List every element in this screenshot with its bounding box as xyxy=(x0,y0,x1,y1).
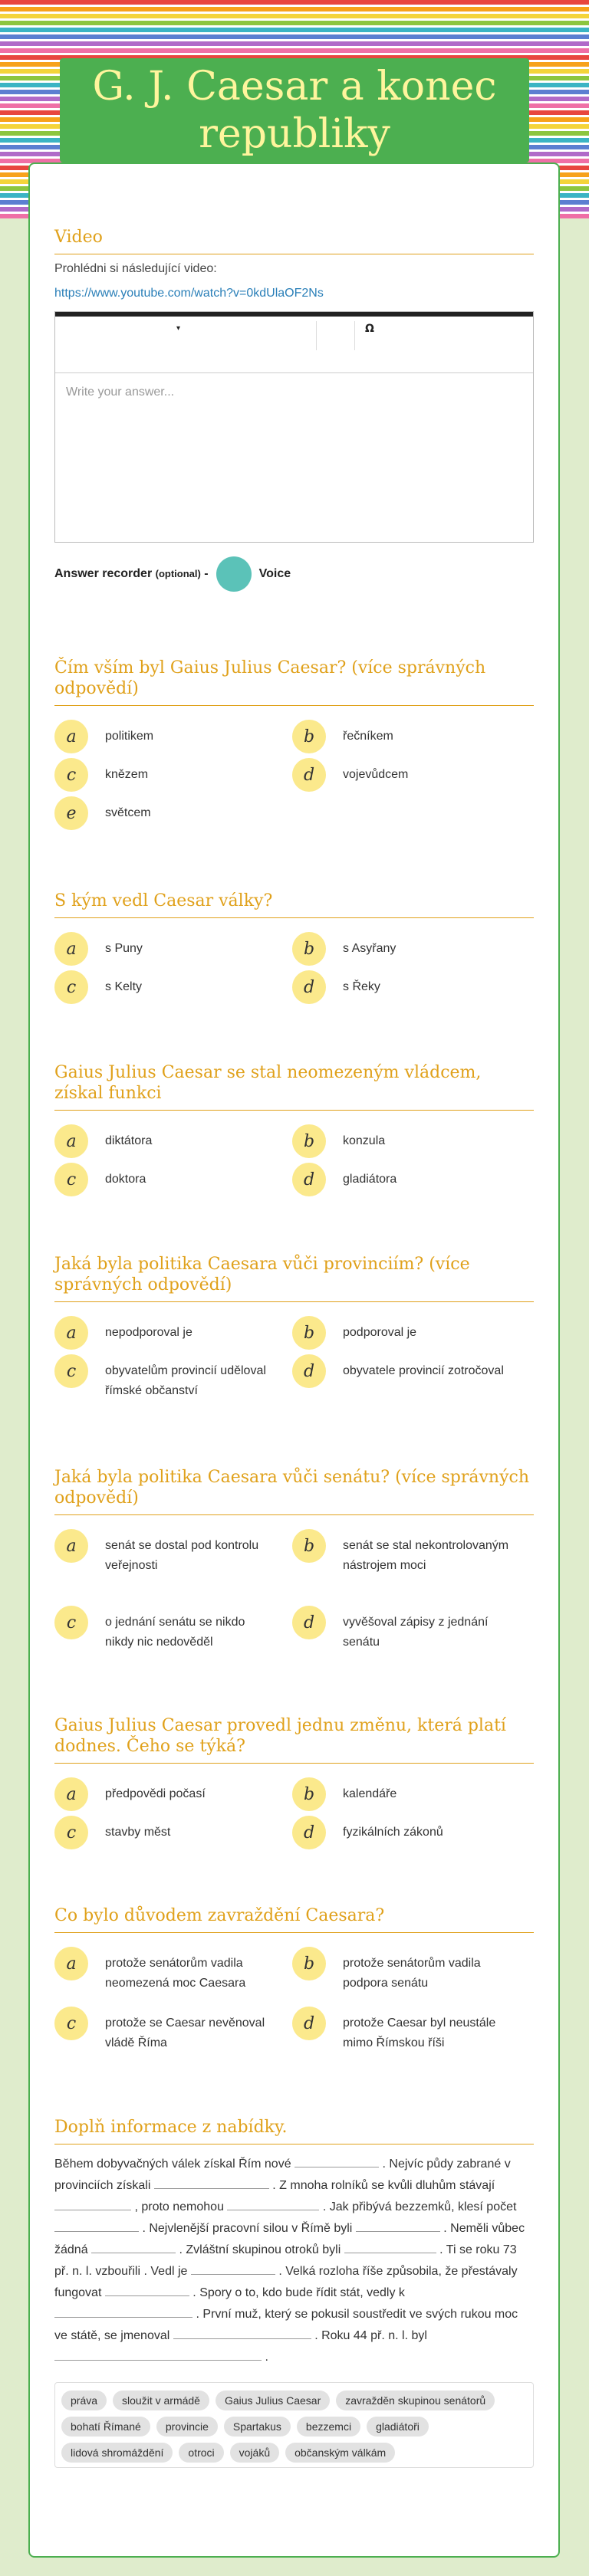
word-chip[interactable]: gladiátoři xyxy=(367,2417,429,2437)
word-chip[interactable]: bezzemci xyxy=(297,2417,360,2437)
question-2 xyxy=(54,891,534,1016)
fill-in-title: Doplň informace z nabídky. xyxy=(54,2117,534,2144)
option-letter: b xyxy=(292,1777,326,1811)
option-letter: c xyxy=(54,1816,88,1849)
option-letter: d xyxy=(292,970,326,1004)
video-heading: Video xyxy=(54,227,534,254)
word-chip[interactable]: Gaius Julius Caesar xyxy=(216,2391,330,2410)
option-b[interactable] xyxy=(292,1947,515,1994)
question-title: Co bylo důvodem zavraždění Caesara? xyxy=(54,1905,534,1933)
option-text: gladiátora xyxy=(343,1173,397,1186)
option-d[interactable] xyxy=(292,1163,515,1196)
option-text: obyvatelům provincií uděloval římské občanství xyxy=(105,1364,266,1397)
option-text: kalendáře xyxy=(343,1787,397,1800)
fill-in-section xyxy=(54,2117,534,2468)
blank-12[interactable] xyxy=(173,2325,311,2339)
option-c[interactable] xyxy=(54,1606,277,1652)
options xyxy=(54,1777,534,1862)
option-letter: a xyxy=(54,932,88,966)
option-letter: b xyxy=(292,1124,326,1158)
option-b[interactable] xyxy=(292,1124,515,1158)
word-chip[interactable]: lidová shromáždění xyxy=(61,2443,173,2463)
option-b[interactable] xyxy=(292,720,515,753)
blank-6[interactable] xyxy=(356,2218,440,2232)
blank-11[interactable] xyxy=(54,2304,192,2318)
option-text: s Kelty xyxy=(105,980,143,993)
option-b[interactable] xyxy=(292,1316,515,1350)
option-letter: e xyxy=(54,796,88,830)
blank-9[interactable] xyxy=(191,2261,275,2275)
option-letter: d xyxy=(292,2007,326,2040)
option-text: světcem xyxy=(105,806,151,819)
option-letter: d xyxy=(292,1163,326,1196)
option-d[interactable] xyxy=(292,758,515,792)
option-a[interactable] xyxy=(54,720,277,753)
question-title: Gaius Julius Caesar se stal neomezeným vládcem, získal funkci xyxy=(54,1062,534,1111)
option-text: politikem xyxy=(105,730,154,743)
question-1 xyxy=(54,658,534,842)
blank-1[interactable] xyxy=(294,2154,379,2167)
options xyxy=(54,1947,534,2077)
option-text: vojevůdcem xyxy=(343,768,409,781)
option-text: stavby měst xyxy=(105,1826,171,1839)
question-6 xyxy=(54,1715,534,1862)
question-title: Jaká byla politika Caesara vůči senátu? (více správných odpovědí) xyxy=(54,1467,534,1515)
options xyxy=(54,1316,534,1408)
blank-3[interactable] xyxy=(54,2197,131,2210)
option-d[interactable] xyxy=(292,1606,515,1652)
blank-2[interactable] xyxy=(154,2175,269,2189)
option-a[interactable] xyxy=(54,1777,277,1811)
option-c[interactable] xyxy=(54,2007,277,2053)
option-c[interactable] xyxy=(54,1354,277,1401)
option-text: protože se Caesar nevěnoval vládě Říma xyxy=(105,2016,265,2049)
options xyxy=(54,1124,534,1209)
option-text: doktora xyxy=(105,1173,146,1186)
recorder-label: Answer recorder (optional) - xyxy=(54,567,209,580)
option-letter: a xyxy=(54,1316,88,1350)
video-section xyxy=(54,227,534,592)
option-a[interactable] xyxy=(54,1316,277,1350)
options xyxy=(54,720,534,842)
option-text: s Asyřany xyxy=(343,942,397,955)
option-text: podporoval je xyxy=(343,1326,417,1339)
option-letter: c xyxy=(54,2007,88,2040)
blank-7[interactable] xyxy=(91,2240,176,2253)
record-button[interactable] xyxy=(216,556,252,592)
title-banner xyxy=(60,58,529,162)
blank-4[interactable] xyxy=(227,2197,319,2210)
option-text: protože senátorům vadila podpora senátu xyxy=(343,1957,481,1990)
option-letter: b xyxy=(292,1529,326,1563)
option-text: nepodporoval je xyxy=(105,1326,192,1339)
option-letter: c xyxy=(54,1163,88,1196)
blank-10[interactable] xyxy=(105,2282,189,2296)
option-text: diktátora xyxy=(105,1134,153,1147)
toolbar-divider xyxy=(316,321,317,350)
word-chip[interactable]: zavražděn skupinou senátorů xyxy=(336,2391,495,2410)
word-chip[interactable]: sloužit v armádě xyxy=(113,2391,209,2410)
question-7 xyxy=(54,1905,534,2077)
options xyxy=(54,932,534,1016)
blank-8[interactable] xyxy=(344,2240,436,2253)
voice-label: Voice xyxy=(258,567,291,580)
option-e[interactable] xyxy=(54,796,277,830)
question-title: Gaius Julius Caesar provedl jednu změnu, která platí dodnes. Čeho se týká? xyxy=(54,1715,534,1764)
option-text: protože Caesar byl neustále mimo Římskou říši xyxy=(343,2016,496,2049)
word-chip[interactable]: bohatí Římané xyxy=(61,2417,150,2437)
option-letter: a xyxy=(54,1124,88,1158)
option-c[interactable] xyxy=(54,1816,277,1849)
option-b[interactable] xyxy=(292,1777,515,1811)
option-letter: d xyxy=(292,1816,326,1849)
word-chip[interactable]: otroci xyxy=(179,2443,223,2463)
option-letter: c xyxy=(54,1354,88,1388)
option-letter: a xyxy=(54,1777,88,1811)
question-4 xyxy=(54,1254,534,1408)
option-d[interactable] xyxy=(292,1816,515,1849)
option-text: protože senátorům vadila neomezená moc Caesara xyxy=(105,1957,246,1990)
option-text: senát se dostal pod kontrolu veřejnosti xyxy=(105,1539,259,1572)
option-letter: c xyxy=(54,1606,88,1639)
option-letter: b xyxy=(292,932,326,966)
toolbar-divider xyxy=(354,321,355,350)
blank-13[interactable] xyxy=(54,2347,262,2361)
option-letter: a xyxy=(54,1529,88,1563)
word-chip[interactable]: vojáků xyxy=(230,2443,279,2463)
options xyxy=(54,1529,534,1667)
option-text: knězem xyxy=(105,768,149,781)
option-text: obyvatele provincií zotročoval xyxy=(343,1364,504,1377)
worksheet-card xyxy=(28,162,560,2558)
option-letter: d xyxy=(292,1606,326,1639)
option-text: fyzikálních zákonů xyxy=(343,1826,443,1839)
word-chip[interactable]: občanským válkám xyxy=(285,2443,395,2463)
option-letter: c xyxy=(54,758,88,792)
question-title: Čím vším byl Gaius Julius Caesar? (více správných odpovědí) xyxy=(54,658,534,706)
option-text: o jednání senátu se nikdo nikdy nic nedověděl xyxy=(105,1616,245,1649)
option-letter: a xyxy=(54,1947,88,1980)
answer-recorder xyxy=(54,556,534,592)
option-a[interactable] xyxy=(54,932,277,966)
option-letter: b xyxy=(292,1316,326,1350)
question-3 xyxy=(54,1062,534,1209)
question-5 xyxy=(54,1467,534,1667)
option-text: s Puny xyxy=(105,942,143,955)
option-text: senát se stal nekontrolovaným nástrojem moci xyxy=(343,1539,509,1572)
option-a[interactable] xyxy=(54,1124,277,1158)
answer-placeholder[interactable]: Write your answer... xyxy=(66,386,175,399)
option-a[interactable] xyxy=(54,1529,277,1576)
option-c[interactable] xyxy=(54,1163,277,1196)
video-instruction: Prohlédni si následující video: xyxy=(54,262,217,275)
option-letter: d xyxy=(292,1354,326,1388)
dropdown-caret-icon[interactable]: ▾ xyxy=(176,324,181,333)
word-chip[interactable]: Spartakus xyxy=(224,2417,291,2437)
option-d[interactable] xyxy=(292,970,515,1004)
option-b[interactable] xyxy=(292,932,515,966)
video-link[interactable]: https://www.youtube.com/watch?v=0kdUlaOF2Ns xyxy=(54,287,324,300)
blank-5[interactable] xyxy=(54,2218,139,2232)
option-c[interactable] xyxy=(54,970,277,1004)
question-title: Jaká byla politika Caesara vůči provinciím? (více správných odpovědí) xyxy=(54,1254,534,1302)
option-letter: b xyxy=(292,720,326,753)
page-title: G. J. Caesar a konec republiky xyxy=(92,64,497,157)
option-text: předpovědi počasí xyxy=(105,1787,206,1800)
option-text: konzula xyxy=(343,1134,386,1147)
option-d[interactable] xyxy=(292,2007,515,2053)
option-a[interactable] xyxy=(54,1947,277,1994)
option-letter: b xyxy=(292,1947,326,1980)
option-letter: c xyxy=(54,970,88,1004)
option-text: řečníkem xyxy=(343,730,393,743)
option-text: vyvěšoval zápisy z jednání senátu xyxy=(343,1616,489,1649)
question-title: S kým vedl Caesar války? xyxy=(54,891,534,918)
option-b[interactable] xyxy=(292,1529,515,1576)
editor-toolbar xyxy=(55,312,533,373)
answer-editor[interactable] xyxy=(54,311,534,543)
word-chip[interactable]: provincie xyxy=(156,2417,218,2437)
option-text: s Řeky xyxy=(343,980,380,993)
special-characters-icon[interactable]: Ω xyxy=(365,323,374,335)
fill-in-text: Během dobyvačných válek získal Řím nové . Nejvíc půdy zabrané v provinciích získali . Z mnoha rolníků se kvůli dluhům stávají , proto nemohou . Jak přibývá bezzemků, klesí počet . Nejvlenější pracovní silou v Římě byli . Neměli vůbec žádná . Zvláštní skupinou otroků byli . Ti se roku 73 př. n. l. vzbouřili . Vedl je . Velká rozloha říše způsobila, že přestávaly fungovat . Spory o to, kdo bude řídit stát, vedly k . První muž, který se pokusil soustředit ve svých rukou moc ve státě, se jmenoval . Roku 44 př. n. l. byl . xyxy=(54,2154,534,2368)
word-chip[interactable]: práva xyxy=(61,2391,107,2410)
option-letter: d xyxy=(292,758,326,792)
word-bank xyxy=(54,2382,534,2468)
option-c[interactable] xyxy=(54,758,277,792)
option-d[interactable] xyxy=(292,1354,515,1388)
option-letter: a xyxy=(54,720,88,753)
